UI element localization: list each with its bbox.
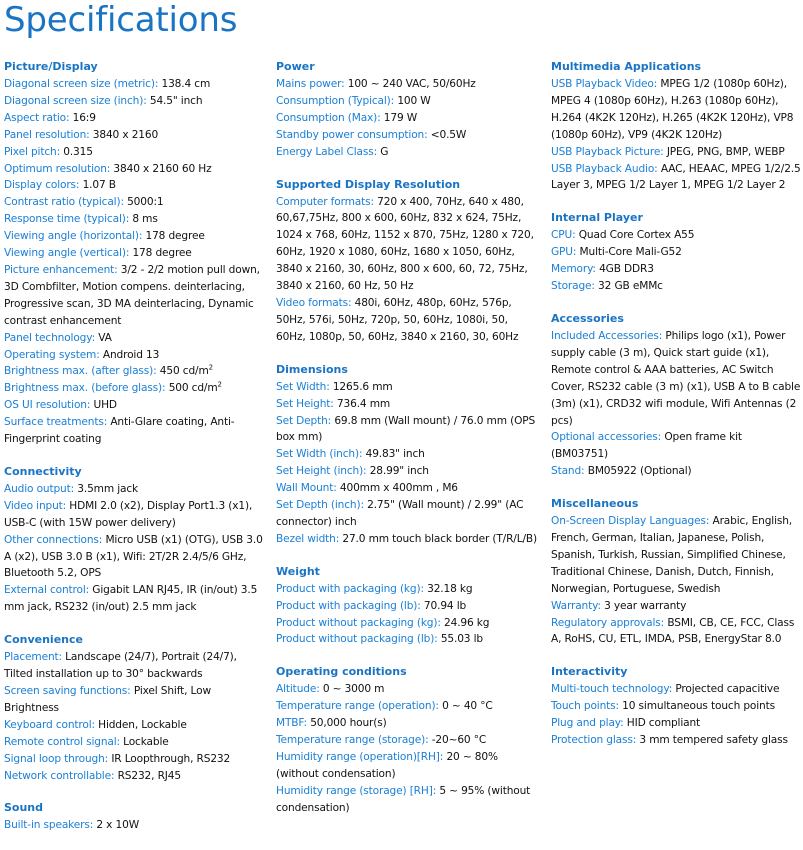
spec-row xyxy=(4,481,266,498)
spec-value: 2 x 10W xyxy=(96,819,140,832)
spec-label: Screen saving functions: xyxy=(4,685,131,697)
spec-label: External control: xyxy=(4,584,90,597)
spec-label: Placement: xyxy=(4,651,62,664)
spec-row xyxy=(4,380,266,397)
spec-label: Altitude: xyxy=(276,683,320,696)
spec-label: Video formats: xyxy=(276,296,352,309)
spec-row xyxy=(4,717,266,734)
spec-value: JPEG, PNG, BMP, WEBP xyxy=(666,145,785,158)
spec-value: 24.96 kg xyxy=(444,616,490,629)
spec-value: 70.94 lb xyxy=(423,599,467,612)
spec-section xyxy=(276,564,538,649)
spec-row xyxy=(551,261,801,278)
spec-label: Diagonal screen size (inch): xyxy=(4,94,147,107)
spec-row xyxy=(276,581,538,598)
spec-value: Open frame kit (BM03751) xyxy=(551,431,742,461)
spec-value: 736.4 mm xyxy=(336,397,391,410)
spec-value: 0 ~ 3000 m xyxy=(322,683,385,696)
spec-row xyxy=(4,751,266,768)
spec-value: 69.8 mm (Wall mount) / 76.0 mm (OPS box mm) xyxy=(276,414,536,444)
spec-value: 54.5" inch xyxy=(149,94,203,107)
spec-row xyxy=(276,127,538,144)
spec-section xyxy=(551,311,801,480)
spec-value: AAC, HEAAC, MPEG 1/2/2.5 Layer 3, MPEG 1/2 Layer 1, MPEG 1/2 Layer 2 xyxy=(551,162,801,192)
spec-label: Humidity range (operation)[RH]: xyxy=(276,751,444,763)
spec-value: 20 ~ 80% (without condensation) xyxy=(276,751,498,780)
spec-label: Product without packaging (kg): xyxy=(276,616,441,629)
spec-row xyxy=(4,144,266,161)
spec-value: 100 ~ 240 VAC, 50/60Hz xyxy=(347,78,476,90)
spec-label: Temperature range (operation): xyxy=(276,700,439,713)
spec-section xyxy=(4,59,266,448)
spec-label: Product without packaging (lb): xyxy=(276,633,438,646)
spec-value: 3 year warranty xyxy=(604,599,687,612)
spec-row xyxy=(4,110,266,127)
spec-label: Computer formats: xyxy=(276,195,374,208)
spec-label: Temperature range (storage): xyxy=(276,734,429,747)
spec-value: 138.4 cm xyxy=(161,78,211,90)
spec-value: 0.315 xyxy=(63,145,93,158)
spec-value: 10 simultaneous touch points xyxy=(622,700,775,713)
spec-value: 8 ms xyxy=(132,213,158,226)
spec-row xyxy=(276,531,538,548)
spec-row xyxy=(276,396,538,413)
spec-column-3 xyxy=(551,59,801,765)
spec-label: Humidity range (storage) [RH]: xyxy=(276,784,437,797)
spec-value: HDMI 2.0 (x2), Display Port1.3 (x1), USB-C (with 15W power delivery) xyxy=(4,499,253,529)
spec-label: Set Height (inch): xyxy=(276,465,367,478)
spec-value: 5 ~ 95% (without condensation) xyxy=(276,784,531,814)
spec-section xyxy=(4,464,266,616)
spec-value: 50,000 hour(s) xyxy=(310,717,387,730)
spec-value: 3840 x 2160 60 Hz xyxy=(113,162,212,175)
spec-value: VA xyxy=(98,331,112,344)
spec-row xyxy=(4,397,266,414)
spec-row xyxy=(4,532,266,583)
spec-value: Anti-Glare coating, Anti-Fingerprint coating xyxy=(4,416,235,446)
spec-label: Signal loop through: xyxy=(4,752,109,765)
spec-value: IR Loopthrough, RS232 xyxy=(111,752,231,765)
spec-section xyxy=(276,362,538,548)
spec-value: BSMI, CB, CE, FCC, Class A, RoHS, CU, ETL, IMDA, PSB, EnergyStar 8.0 xyxy=(551,616,795,646)
spec-label: Set Height: xyxy=(276,397,334,410)
spec-value: 32.18 kg xyxy=(427,582,473,595)
spec-section xyxy=(276,59,538,161)
spec-value: 178 degree xyxy=(145,230,205,243)
spec-value: BM05922 (Optional) xyxy=(587,465,692,478)
spec-row xyxy=(4,363,266,380)
section-title: Picture/Display xyxy=(4,60,98,73)
section-title: Sound xyxy=(4,801,44,815)
spec-value: MPEG 1/2 (1080p 60Hz), MPEG 4 (1080p 60Hz), H.263 (1080p 60Hz), H.264 (4K2K 120Hz), H.265 (4K2K 120Hz), VP8 (1080p 60Hz), VP9 (4K2K 120Hz) xyxy=(551,78,794,141)
spec-value: Lockable xyxy=(123,735,169,748)
spec-row xyxy=(4,262,266,330)
spec-label: Pixel pitch: xyxy=(4,145,60,158)
spec-row xyxy=(551,429,801,463)
spec-row xyxy=(4,414,266,448)
spec-label: Set Depth: xyxy=(276,414,332,427)
spec-label: Mains power: xyxy=(276,78,345,90)
spec-label: Built-in speakers: xyxy=(4,819,94,832)
spec-section xyxy=(551,59,801,194)
spec-row xyxy=(4,347,266,364)
spec-label: Diagonal screen size (metric): xyxy=(4,78,159,90)
spec-label: On-Screen Display Languages: xyxy=(551,515,710,528)
spec-row xyxy=(276,615,538,632)
spec-value: 179 W xyxy=(383,111,418,124)
spec-label: Consumption (Typical): xyxy=(276,94,395,107)
spec-label: Brightness max. (after glass): xyxy=(4,365,157,378)
spec-section xyxy=(551,664,801,749)
spec-value: 178 degree xyxy=(132,247,192,260)
spec-row xyxy=(4,245,266,262)
spec-row xyxy=(276,681,538,698)
spec-label: Picture enhancement: xyxy=(4,263,118,276)
spec-row xyxy=(551,598,801,615)
spec-row xyxy=(551,278,801,295)
section-title: Internal Player xyxy=(551,211,643,225)
spec-label: Optional accessories: xyxy=(551,431,662,444)
spec-row xyxy=(551,732,801,749)
spec-value: Philips logo (x1), Power supply cable (3 m), Quick start guide (x1), Remote control & AAA batteries, AC Switch Cover, RS232 cable (3 m) (x1), USB A to B cable (3m) (x1), CRD32 wifi module, Wifi Antennas (2 pcs) xyxy=(551,329,801,427)
section-title: Interactivity xyxy=(551,665,628,679)
spec-column-2 xyxy=(276,59,538,833)
section-title: Convenience xyxy=(4,633,83,647)
spec-label: Video input: xyxy=(4,499,67,512)
spec-row xyxy=(276,93,538,110)
spec-value: 4GB DDR3 xyxy=(599,263,654,276)
spec-row xyxy=(276,732,538,749)
spec-value: 3.5mm jack xyxy=(77,482,139,495)
spec-label: OS UI resolution: xyxy=(4,399,91,412)
spec-row xyxy=(276,295,538,346)
spec-column-1 xyxy=(4,59,266,850)
spec-row xyxy=(276,413,538,447)
spec-label: USB Playback Picture: xyxy=(551,145,664,158)
spec-section xyxy=(551,496,801,648)
spec-row xyxy=(276,480,538,497)
spec-row xyxy=(276,76,538,93)
section-title: Power xyxy=(276,60,315,73)
spec-value: 16:9 xyxy=(72,111,96,124)
spec-label: Panel technology: xyxy=(4,331,96,344)
spec-value: Pixel Shift, Low Brightness xyxy=(4,685,211,714)
spec-value: Multi-Core Mali-G52 xyxy=(579,246,682,259)
spec-label: Contrast ratio (typical): xyxy=(4,196,124,209)
spec-row xyxy=(4,734,266,751)
spec-label: Response time (typical): xyxy=(4,213,130,226)
spec-row xyxy=(276,749,538,783)
spec-label: Aspect ratio: xyxy=(4,111,70,124)
spec-row xyxy=(4,582,266,616)
spec-row xyxy=(276,698,538,715)
spec-value: 400mm x 400mm , M6 xyxy=(339,482,458,495)
spec-label: USB Playback Audio: xyxy=(551,162,658,175)
spec-value: 1265.6 mm xyxy=(332,380,393,393)
spec-label: Keyboard control: xyxy=(4,718,95,731)
spec-row xyxy=(4,228,266,245)
spec-label: Remote control signal: xyxy=(4,735,120,748)
spec-label: Storage: xyxy=(551,280,595,293)
spec-label: MTBF: xyxy=(276,717,307,730)
spec-label: Warranty: xyxy=(551,599,601,612)
spec-section xyxy=(276,177,538,346)
spec-value: 3/2 - 2/2 motion pull down, 3D Combfilter, Motion compens. deinterlacing, Progressive scan, 3D MA deinterlacing, Dynamic contrast enhancement xyxy=(4,263,260,327)
spec-value: 2.75" (Wall mount) / 2.99" (AC connector) inch xyxy=(276,499,524,528)
spec-value: -20~60 °C xyxy=(431,734,487,747)
spec-label: Protection glass: xyxy=(551,734,637,747)
spec-row xyxy=(551,615,801,649)
spec-row xyxy=(276,598,538,615)
spec-value: Hidden, Lockable xyxy=(98,718,187,731)
spec-label: GPU: xyxy=(551,246,577,259)
spec-row xyxy=(4,93,266,110)
spec-value: <0.5W xyxy=(430,128,467,141)
spec-label: Operating system: xyxy=(4,348,100,361)
spec-value: 3 mm tempered safety glass xyxy=(639,734,788,747)
section-title: Multimedia Applications xyxy=(551,60,702,73)
spec-label: Included Accessories: xyxy=(551,329,663,342)
spec-row xyxy=(551,244,801,261)
spec-value: 3840 x 2160 xyxy=(92,128,159,141)
spec-label: Product with packaging (lb): xyxy=(276,599,421,612)
spec-value: 720 x 400, 70Hz, 640 x 480, 60,67,75Hz, 800 x 600, 60Hz, 832 x 624, 75Hz, 1024 x 768, 60Hz, 1152 x 870, 75Hz, 1280 x 720, 60Hz, 1920 x 1080, 60Hz, 1680 x 1050, 60Hz, 3840 x 2160, 30, 60Hz, 800 x 600, 60, 72, 75Hz, 3840 x 2160, 60 Hz, 50 Hz xyxy=(276,195,534,293)
spec-label: Consumption (Max): xyxy=(276,111,381,124)
spec-row xyxy=(551,161,801,195)
spec-label: Regulatory approvals: xyxy=(551,616,665,629)
spec-value: 100 W xyxy=(397,94,431,107)
spec-label: Touch points: xyxy=(551,700,619,713)
spec-value: 32 GB eMMc xyxy=(598,280,663,293)
spec-value: 49.83" inch xyxy=(365,448,425,461)
section-title: Operating conditions xyxy=(276,665,407,679)
spec-row xyxy=(4,498,266,532)
spec-label: Product with packaging (kg): xyxy=(276,582,424,595)
spec-row xyxy=(276,783,538,817)
spec-row xyxy=(551,144,801,161)
spec-label: Set Width: xyxy=(276,380,330,393)
spec-value: 5000:1 xyxy=(127,196,164,209)
spec-label: Display colors: xyxy=(4,179,80,192)
spec-label: Multi-touch technology: xyxy=(551,683,673,696)
section-title: Weight xyxy=(276,564,320,578)
spec-value: 28.99" inch xyxy=(369,465,429,478)
spec-row xyxy=(276,379,538,396)
spec-row xyxy=(276,446,538,463)
spec-label: Surface treatments: xyxy=(4,416,108,429)
spec-label: Wall Mount: xyxy=(276,482,337,495)
spec-row xyxy=(276,631,538,648)
spec-row xyxy=(551,715,801,732)
spec-row xyxy=(4,127,266,144)
spec-value: 0 ~ 40 °C xyxy=(442,700,493,713)
spec-label: Audio output: xyxy=(4,482,75,495)
spec-label: Brightness max. (before glass): xyxy=(4,382,166,395)
section-title: Dimensions xyxy=(276,362,348,376)
spec-row xyxy=(551,513,801,598)
spec-value: RS232, RJ45 xyxy=(117,769,181,782)
superscript: 2 xyxy=(208,363,213,372)
spec-row xyxy=(276,463,538,480)
spec-row xyxy=(4,817,266,834)
spec-row xyxy=(4,211,266,228)
spec-row xyxy=(551,76,801,144)
spec-row xyxy=(276,194,538,295)
spec-row xyxy=(4,161,266,178)
spec-value: G xyxy=(380,145,389,158)
section-title: Miscellaneous xyxy=(551,497,639,511)
spec-label: Standby power consumption: xyxy=(276,128,428,141)
spec-row xyxy=(4,683,266,717)
page-title: Specifications xyxy=(4,0,238,40)
spec-label: Energy Label Class: xyxy=(276,145,377,158)
spec-row xyxy=(276,144,538,161)
spec-section xyxy=(4,632,266,784)
spec-row xyxy=(4,194,266,211)
spec-section xyxy=(4,800,266,834)
spec-value: Quad Core Cortex A55 xyxy=(578,229,695,242)
spec-label: Set Depth (inch): xyxy=(276,499,364,512)
spec-value: 500 cd/m xyxy=(168,382,218,395)
spec-label: CPU: xyxy=(551,229,576,242)
spec-label: Memory: xyxy=(551,263,596,276)
section-title: Accessories xyxy=(551,311,624,325)
spec-section xyxy=(276,664,538,816)
spec-row xyxy=(4,649,266,683)
spec-value: 27.0 mm touch black border (T/R/L/B) xyxy=(342,532,537,545)
spec-value: 480i, 60Hz, 480p, 60Hz, 576p, 50Hz, 576i, 50Hz, 720p, 50, 60Hz, 1080i, 50, 60Hz, 1080p, 50, 60Hz, 3840 x 2160, 30, 60Hz xyxy=(276,296,519,343)
spec-row xyxy=(4,330,266,347)
spec-value: 450 cd/m xyxy=(159,365,209,378)
spec-label: Viewing angle (vertical): xyxy=(4,247,130,260)
spec-row xyxy=(276,715,538,732)
spec-row xyxy=(551,328,801,429)
spec-value: Projected capacitive xyxy=(675,683,780,696)
spec-row xyxy=(551,227,801,244)
superscript: 2 xyxy=(217,380,222,389)
spec-row xyxy=(276,497,538,531)
spec-value: Arabic, English, French, German, Italian, Japanese, Polish, Spanish, Turkish, Russian, Simplified Chinese, Traditional Chinese, Danish, Dutch, Finnish, Norwegian, Portuguese, Swedish xyxy=(551,515,793,595)
spec-value: Micro USB (x1) (OTG), USB 3.0 A (x2), USB 3.0 B (x1), Wifi: 2T/2R 2.4/5/6 GHz, Bluetooth 5.2, OPS xyxy=(4,533,263,580)
spec-value: Android 13 xyxy=(102,348,160,361)
spec-row xyxy=(551,698,801,715)
section-title: Supported Display Resolution xyxy=(276,177,461,191)
spec-value: Gigabit LAN RJ45, IR (in/out) 3.5 mm jack, RS232 (in/out) 2.5 mm jack xyxy=(4,584,258,614)
spec-section xyxy=(551,210,801,295)
spec-label: Viewing angle (horizontal): xyxy=(4,230,143,243)
spec-row xyxy=(551,463,801,480)
spec-label: Panel resolution: xyxy=(4,128,90,141)
spec-label: Optimum resolution: xyxy=(4,162,111,175)
spec-row xyxy=(4,76,266,93)
spec-label: Network controllable: xyxy=(4,769,115,782)
spec-value: UHD xyxy=(93,399,117,412)
spec-row xyxy=(551,681,801,698)
spec-value: HID compliant xyxy=(626,717,701,730)
spec-value: 1.07 B xyxy=(82,179,116,192)
spec-label: Bezel width: xyxy=(276,532,340,545)
spec-row xyxy=(4,768,266,785)
spec-value: Landscape (24/7), Portrait (24/7), Tilted installation up to 30° backwards xyxy=(4,651,237,681)
spec-row xyxy=(4,177,266,194)
spec-value: 55.03 lb xyxy=(440,633,483,646)
spec-label: Other connections: xyxy=(4,533,103,546)
section-title: Connectivity xyxy=(4,464,82,478)
spec-row xyxy=(276,110,538,127)
spec-label: Stand: xyxy=(551,465,585,478)
spec-label: Plug and play: xyxy=(551,717,624,730)
spec-label: USB Playback Video: xyxy=(551,78,658,90)
spec-label: Set Width (inch): xyxy=(276,448,363,461)
